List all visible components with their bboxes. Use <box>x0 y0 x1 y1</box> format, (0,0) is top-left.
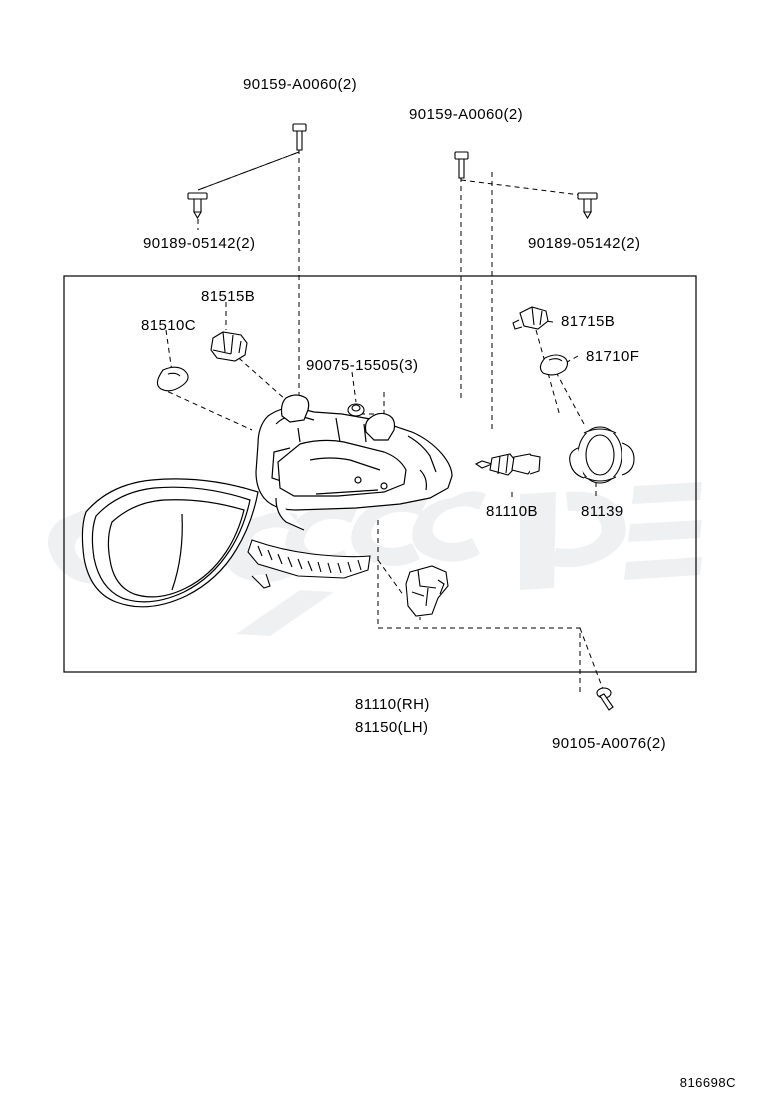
label-90159-top-right: 90159-A0060(2) <box>409 106 524 123</box>
bolt-icon-top-right <box>455 152 468 178</box>
diagram-footer-code: 816698C <box>679 1075 736 1090</box>
label-81515b: 81515B <box>201 288 256 305</box>
mounting-bracket-shape <box>406 566 448 616</box>
label-81710f: 81710F <box>586 348 640 365</box>
part-90075-shape <box>348 404 364 416</box>
label-90189-right: 90189-05142(2) <box>528 235 641 252</box>
part-81110b-shape <box>476 454 540 475</box>
label-90105: 90105-A0076(2) <box>552 735 667 752</box>
label-81150-lh: 81150(LH) <box>355 719 429 736</box>
part-81715b-shape <box>513 307 548 329</box>
headlamp-lens-shape <box>82 479 258 607</box>
label-90159-top-left: 90159-A0060(2) <box>243 76 358 93</box>
screw-icon-left <box>188 193 207 218</box>
part-81139-shape <box>570 427 634 483</box>
lamp-trim-strip-shape <box>248 540 370 588</box>
screw-icon-right <box>578 193 597 218</box>
label-81110-rh: 81110(RH) <box>355 696 430 713</box>
label-90189-left: 90189-05142(2) <box>143 235 256 252</box>
part-81515b-shape <box>211 332 247 361</box>
label-81139: 81139 <box>581 503 624 520</box>
label-90075: 90075-15505(3) <box>306 357 419 374</box>
label-81715b: 81715B <box>561 313 616 330</box>
label-81110b: 81110B <box>486 503 538 520</box>
part-81710f-shape <box>540 355 567 375</box>
label-81510c: 81510C <box>141 317 196 334</box>
bolt-icon-bottom <box>597 688 613 710</box>
part-81510c-shape <box>157 367 188 391</box>
bolt-icon-top-left <box>293 124 306 150</box>
